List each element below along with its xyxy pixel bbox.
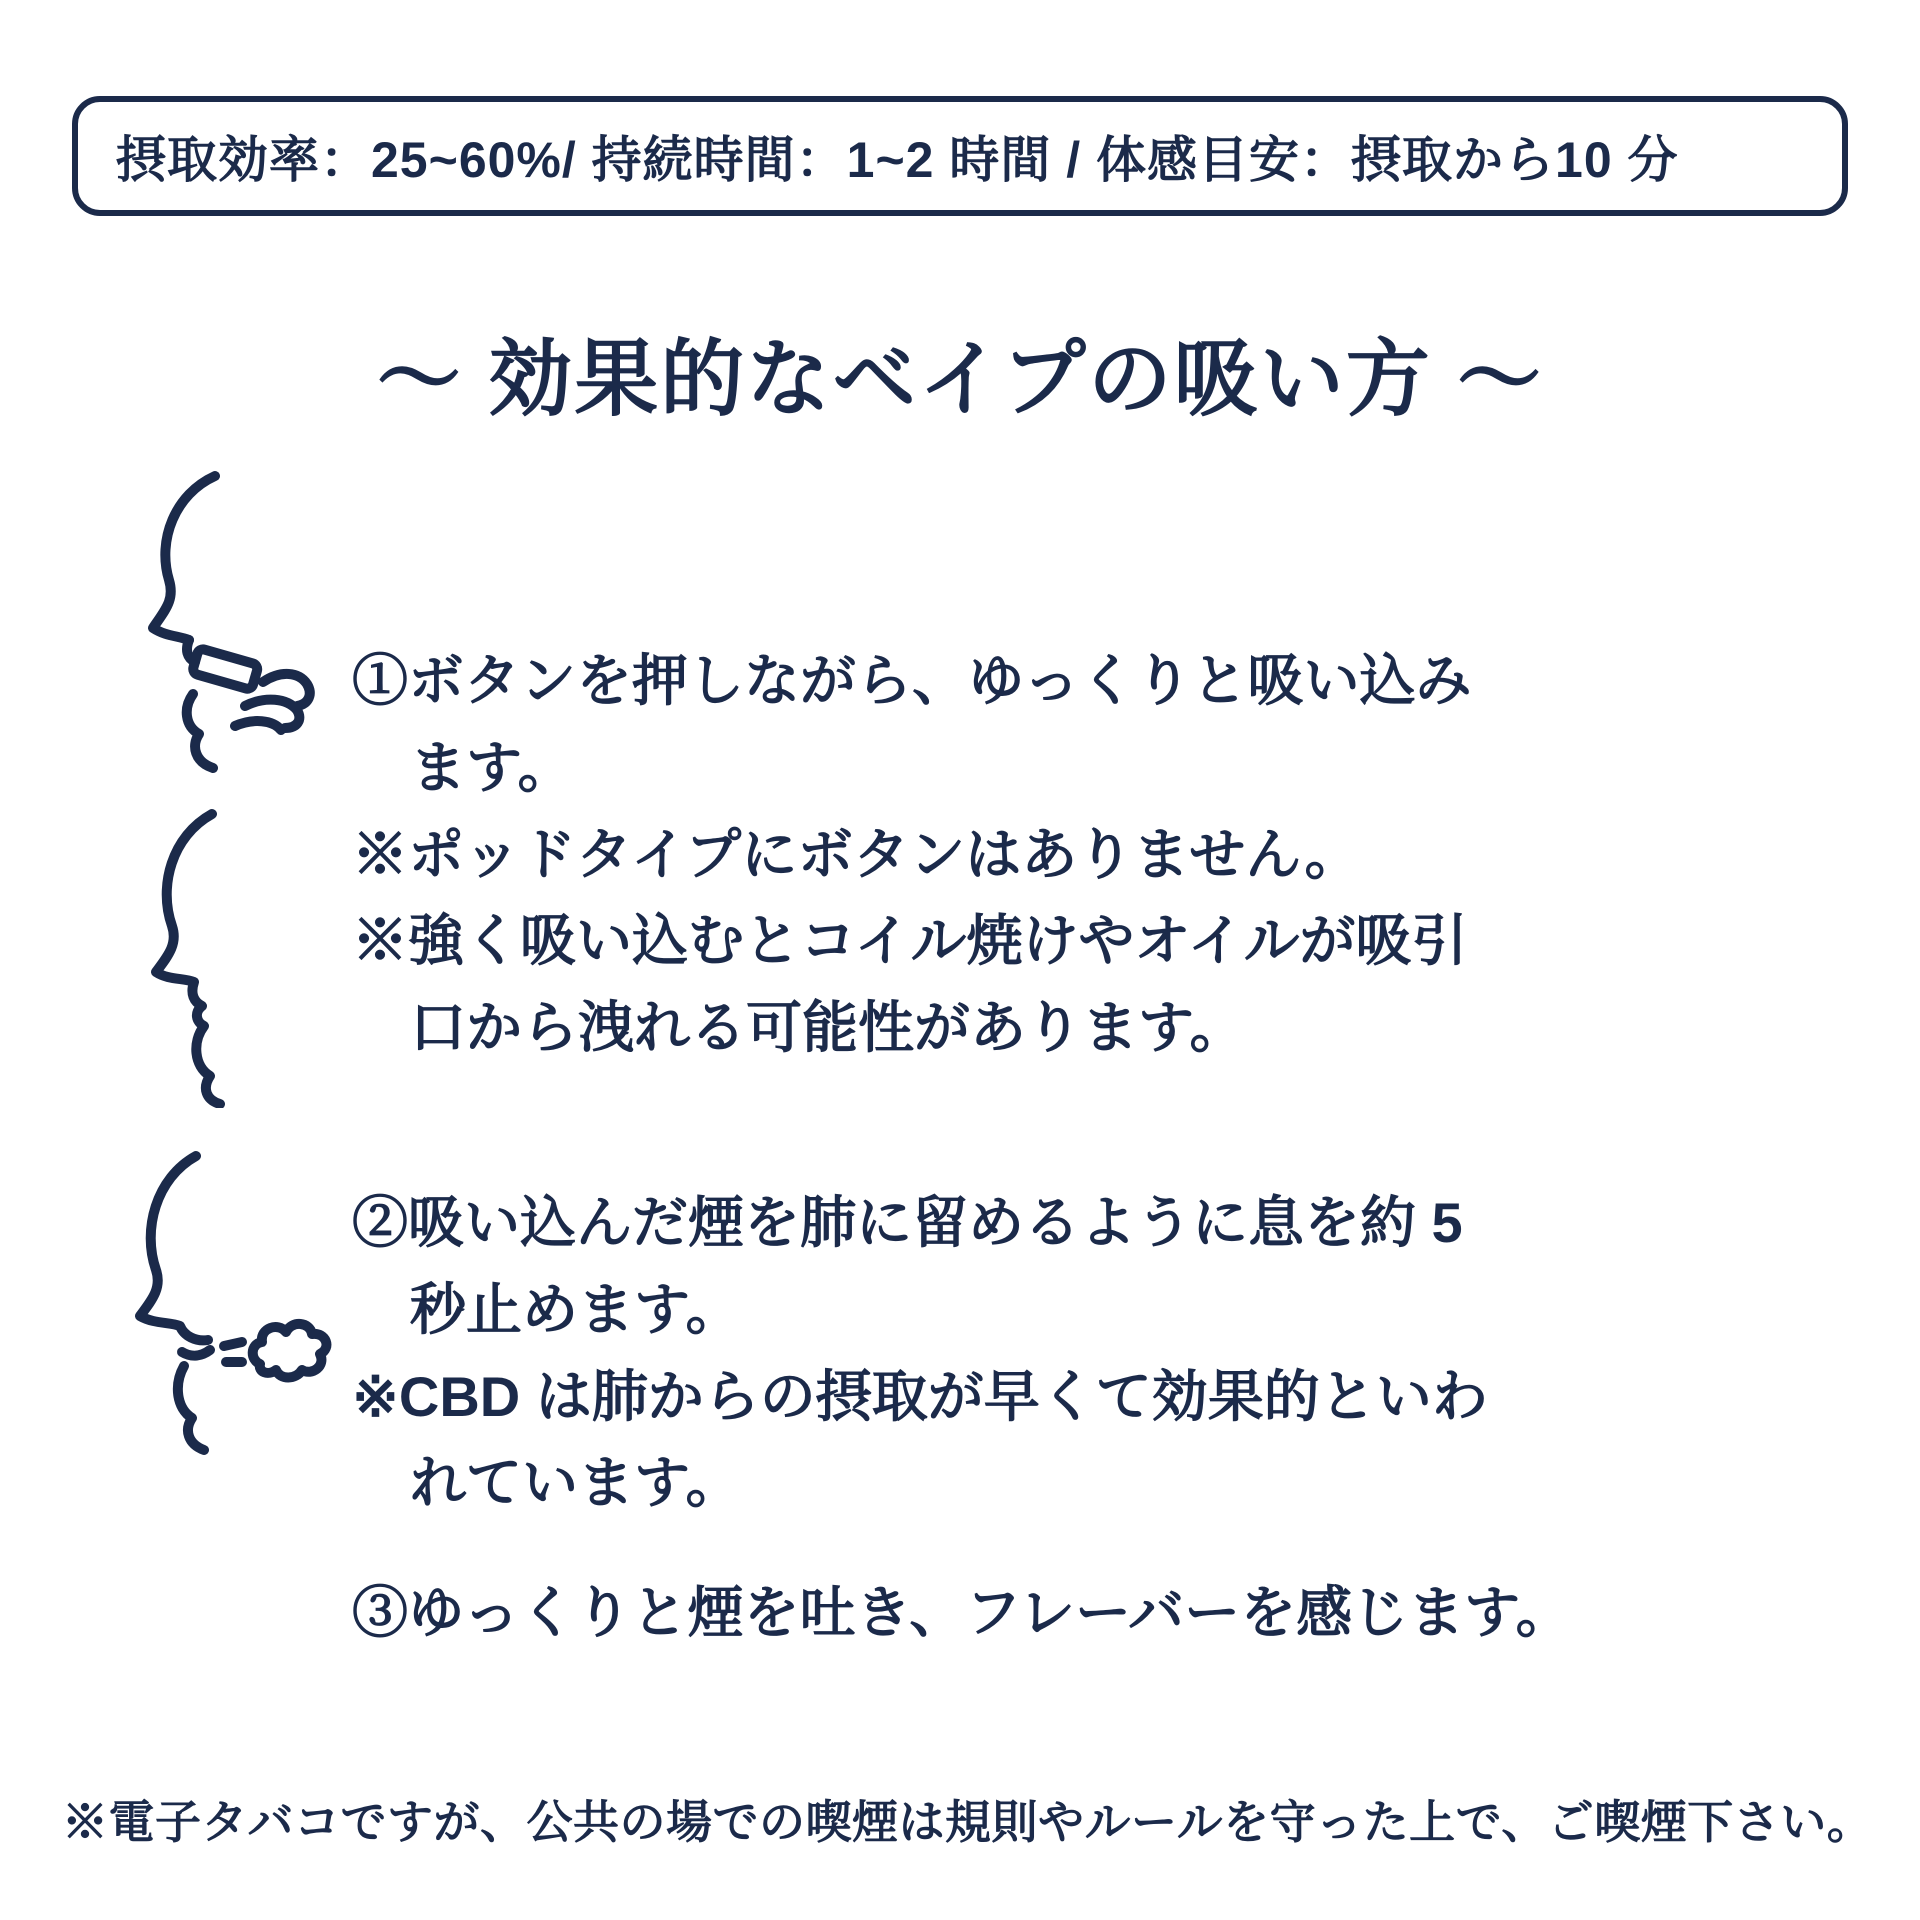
step-2-line-4: れています。 (410, 1451, 742, 1515)
step-1-line-2: ます。 (410, 735, 574, 799)
step-1-line-4: ※強く吸い込むとコイル焼けやオイルが吸引 (352, 909, 1468, 973)
page-title: ～ 効果的なベイプの吸い方 ～ (376, 332, 1544, 426)
face-exhale-icon (92, 1150, 362, 1470)
footer-note (62, 1786, 1874, 1852)
step-1-line-1: ①ボタンを押しながら、ゆっくりと吸い込み (352, 649, 1472, 712)
step-2-text (352, 1180, 1488, 1527)
intake-info-text: 摂取効率：25~60%/ 持続時間：1~2 時間 / 体感目安：摂取から10 分 (116, 132, 1679, 188)
step-1-line-3: ※ポッドタイプにボタンはありません。 (352, 822, 1361, 886)
face-inhale-icon (95, 468, 345, 778)
intake-info-box (72, 96, 1848, 216)
step-1-text (352, 638, 1471, 1072)
step-3-text (352, 1570, 1572, 1657)
step-2-line-1: ②吸い込んだ煙を肺に留めるように息を約 5 (352, 1191, 1463, 1254)
footer-note-text: ※電子タバコですが、公共の場での喫煙は規則やルールを守った上で、ご喫煙下さい。 (62, 1796, 1874, 1848)
step-2-line-3: ※CBD は肺からの摂取が早くて効果的といわ (352, 1364, 1488, 1428)
face-hold-breath-icon (108, 808, 298, 1108)
step-1-line-5: 口から洩れる可能性があります。 (410, 996, 1246, 1060)
step-2-line-2: 秒止めます。 (410, 1277, 742, 1341)
step-3-line-1: ③ゆっくりと煙を吐き、フレーバーを感じます。 (352, 1581, 1572, 1644)
